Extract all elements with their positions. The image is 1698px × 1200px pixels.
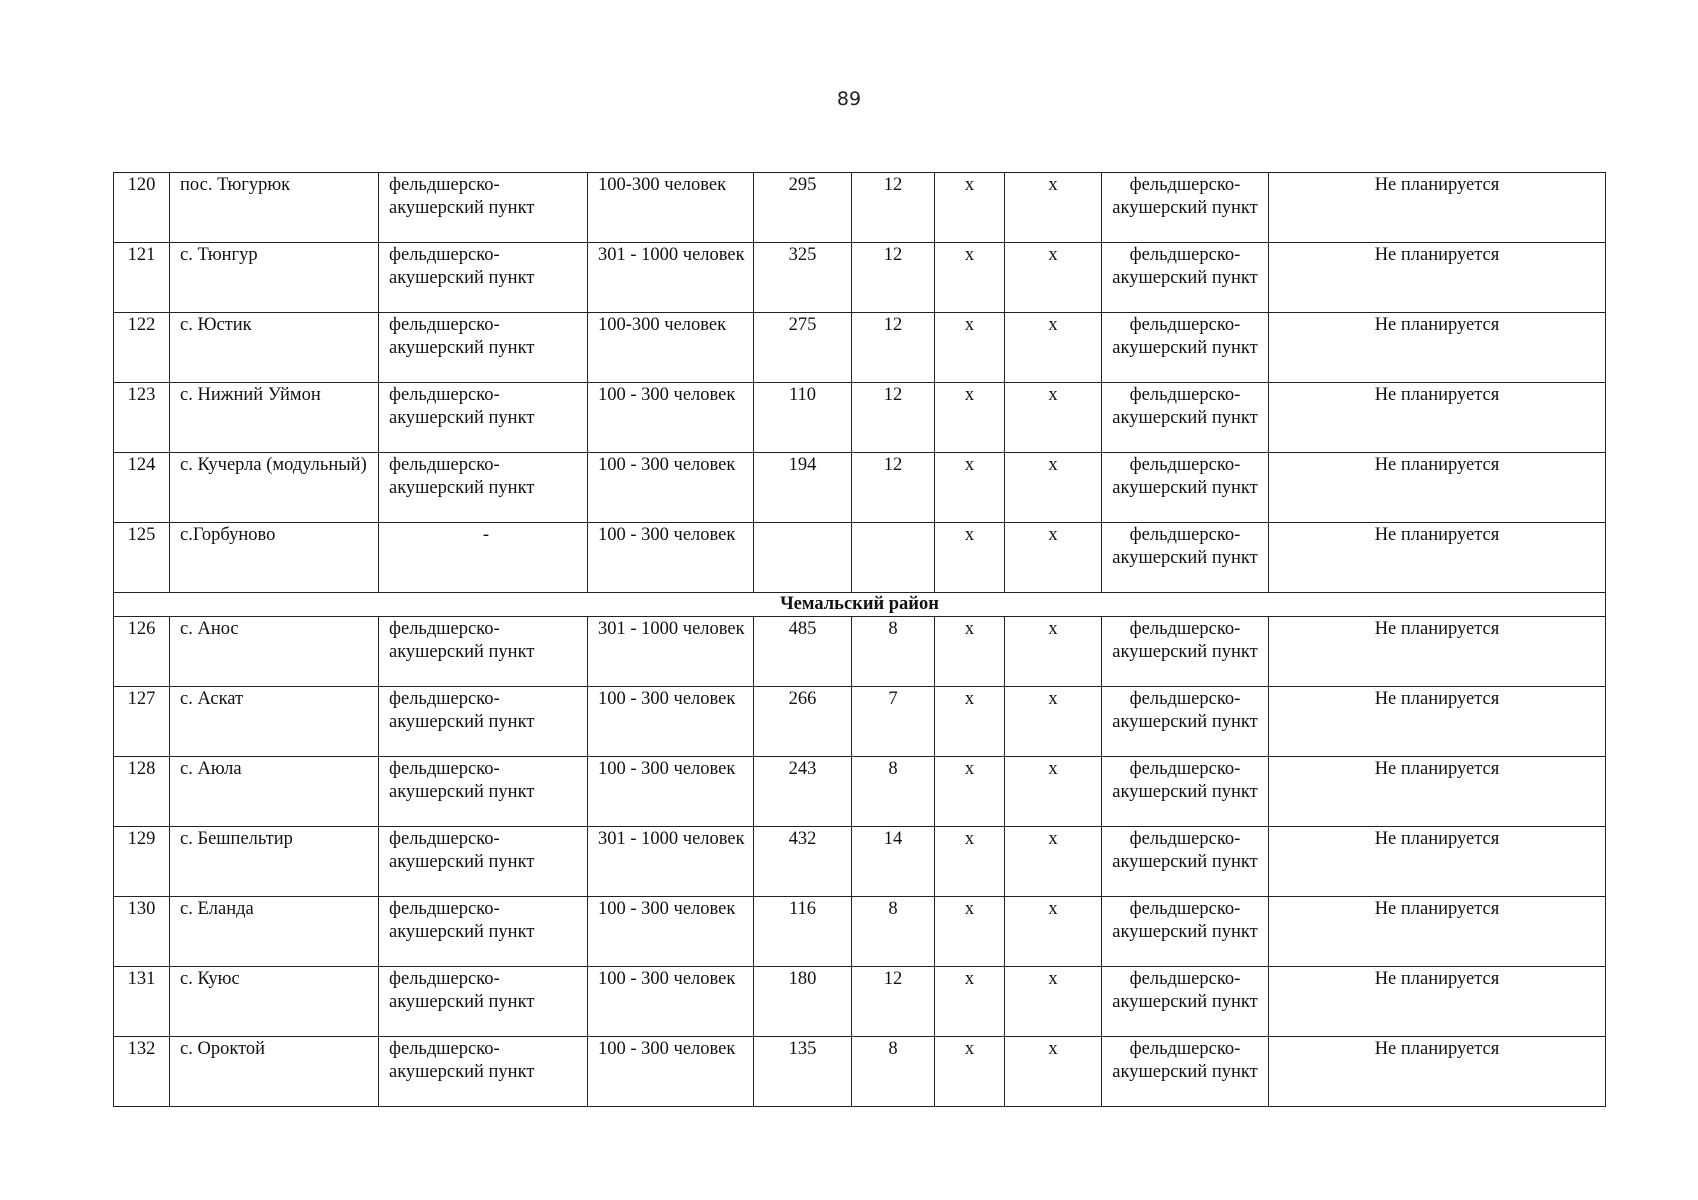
mark-2-cell: х — [1005, 383, 1102, 453]
plan-cell: Не планируется — [1269, 313, 1606, 383]
population-cell: 100 - 300 человек — [588, 383, 754, 453]
facility-cell: фельдшерско-акушерский пункт — [1102, 897, 1269, 967]
settlement-cell: с. Аюла — [170, 757, 379, 827]
plan-cell: Не планируется — [1269, 1037, 1606, 1107]
facility-type-cell: фельдшерско-акушерский пункт — [379, 967, 588, 1037]
facility-type-cell: фельдшерско-акушерский пункт — [379, 897, 588, 967]
value-2-cell: 8 — [852, 1037, 935, 1107]
plan-cell: Не планируется — [1269, 967, 1606, 1037]
row-number-cell: 131 — [114, 967, 170, 1037]
page-number: 89 — [836, 88, 862, 110]
mark-1-cell: х — [935, 243, 1005, 313]
facility-type-cell: фельдшерско-акушерский пункт — [379, 453, 588, 523]
mark-2-cell: х — [1005, 173, 1102, 243]
settlement-cell: с. Тюнгур — [170, 243, 379, 313]
value-1-cell: 275 — [754, 313, 852, 383]
population-cell: 100 - 300 человек — [588, 523, 754, 593]
settlement-cell: с. Анос — [170, 617, 379, 687]
facility-type-cell: фельдшерско-акушерский пункт — [379, 383, 588, 453]
mark-1-cell: х — [935, 453, 1005, 523]
row-number-cell: 128 — [114, 757, 170, 827]
settlement-cell: с. Ороктой — [170, 1037, 379, 1107]
value-2-cell: 12 — [852, 243, 935, 313]
settlement-cell: с. Куюс — [170, 967, 379, 1037]
plan-cell: Не планируется — [1269, 897, 1606, 967]
settlement-cell: с. Бешпельтир — [170, 827, 379, 897]
row-number-cell: 123 — [114, 383, 170, 453]
value-2-cell: 12 — [852, 453, 935, 523]
value-2-cell: 8 — [852, 757, 935, 827]
population-cell: 100 - 300 человек — [588, 967, 754, 1037]
facility-cell: фельдшерско-акушерский пункт — [1102, 523, 1269, 593]
facility-type-cell: фельдшерско-акушерский пункт — [379, 757, 588, 827]
mark-1-cell: х — [935, 687, 1005, 757]
mark-2-cell: х — [1005, 897, 1102, 967]
mark-2-cell: х — [1005, 757, 1102, 827]
value-1-cell: 266 — [754, 687, 852, 757]
table-row — [114, 383, 1606, 453]
table-row — [114, 523, 1606, 593]
row-number-cell: 127 — [114, 687, 170, 757]
value-1-cell: 432 — [754, 827, 852, 897]
mark-1-cell: х — [935, 617, 1005, 687]
facilities-table — [113, 172, 1606, 1107]
table-row — [114, 1037, 1606, 1107]
plan-cell: Не планируется — [1269, 523, 1606, 593]
mark-1-cell: х — [935, 313, 1005, 383]
table-row — [114, 967, 1606, 1037]
facility-cell: фельдшерско-акушерский пункт — [1102, 313, 1269, 383]
population-cell: 100 - 300 человек — [588, 757, 754, 827]
facility-cell: фельдшерско-акушерский пункт — [1102, 173, 1269, 243]
mark-2-cell: х — [1005, 243, 1102, 313]
settlement-cell: с. Кучерла (модульный) — [170, 453, 379, 523]
row-number-cell: 121 — [114, 243, 170, 313]
population-cell: 100 - 300 человек — [588, 1037, 754, 1107]
mark-2-cell: х — [1005, 523, 1102, 593]
facility-type-cell: фельдшерско-акушерский пункт — [379, 313, 588, 383]
value-1-cell: 295 — [754, 173, 852, 243]
mark-2-cell: х — [1005, 827, 1102, 897]
settlement-cell: с. Юстик — [170, 313, 379, 383]
facility-cell: фельдшерско-акушерский пункт — [1102, 243, 1269, 313]
mark-1-cell: х — [935, 1037, 1005, 1107]
mark-1-cell: х — [935, 897, 1005, 967]
row-number-cell: 129 — [114, 827, 170, 897]
row-number-cell: 122 — [114, 313, 170, 383]
facility-cell: фельдшерско-акушерский пункт — [1102, 967, 1269, 1037]
settlement-cell: пос. Тюгурюк — [170, 173, 379, 243]
settlement-cell: с. Еланда — [170, 897, 379, 967]
value-2-cell: 8 — [852, 617, 935, 687]
facility-cell: фельдшерско-акушерский пункт — [1102, 383, 1269, 453]
facility-cell: фельдшерско-акушерский пункт — [1102, 453, 1269, 523]
population-cell: 100-300 человек — [588, 313, 754, 383]
facility-cell: фельдшерско-акушерский пункт — [1102, 687, 1269, 757]
value-1-cell: 194 — [754, 453, 852, 523]
mark-1-cell: х — [935, 383, 1005, 453]
value-1-cell: 116 — [754, 897, 852, 967]
value-2-cell: 12 — [852, 967, 935, 1037]
value-1-cell: 485 — [754, 617, 852, 687]
value-2-cell — [852, 523, 935, 593]
population-cell: 100-300 человек — [588, 173, 754, 243]
value-1-cell: 325 — [754, 243, 852, 313]
value-2-cell: 8 — [852, 897, 935, 967]
facility-type-cell: фельдшерско-акушерский пункт — [379, 687, 588, 757]
plan-cell: Не планируется — [1269, 757, 1606, 827]
value-2-cell: 12 — [852, 173, 935, 243]
value-1-cell: 110 — [754, 383, 852, 453]
table-row — [114, 757, 1606, 827]
mark-2-cell: х — [1005, 687, 1102, 757]
facility-type-cell: - — [379, 523, 588, 593]
plan-cell: Не планируется — [1269, 827, 1606, 897]
value-2-cell: 7 — [852, 687, 935, 757]
value-2-cell: 14 — [852, 827, 935, 897]
population-cell: 100 - 300 человек — [588, 897, 754, 967]
table-body-a — [114, 173, 1606, 593]
mark-2-cell: х — [1005, 453, 1102, 523]
settlement-cell: с.Горбуново — [170, 523, 379, 593]
facility-cell: фельдшерско-акушерский пункт — [1102, 757, 1269, 827]
population-cell: 301 - 1000 человек — [588, 827, 754, 897]
value-1-cell: 180 — [754, 967, 852, 1037]
value-2-cell: 12 — [852, 313, 935, 383]
value-1-cell: 135 — [754, 1037, 852, 1107]
section-header-row — [114, 593, 1606, 617]
mark-2-cell: х — [1005, 1037, 1102, 1107]
table-row — [114, 313, 1606, 383]
facility-type-cell: фельдшерско-акушерский пункт — [379, 827, 588, 897]
row-number-cell: 125 — [114, 523, 170, 593]
table-row — [114, 827, 1606, 897]
population-cell: 100 - 300 человек — [588, 453, 754, 523]
section-title: Чемальский район — [114, 593, 1606, 617]
plan-cell: Не планируется — [1269, 617, 1606, 687]
plan-cell: Не планируется — [1269, 687, 1606, 757]
facility-type-cell: фельдшерско-акушерский пункт — [379, 1037, 588, 1107]
mark-1-cell: х — [935, 757, 1005, 827]
settlement-cell: с. Нижний Уймон — [170, 383, 379, 453]
facility-type-cell: фельдшерско-акушерский пункт — [379, 617, 588, 687]
value-1-cell: 243 — [754, 757, 852, 827]
table-row — [114, 617, 1606, 687]
population-cell: 301 - 1000 человек — [588, 617, 754, 687]
table-row — [114, 243, 1606, 313]
row-number-cell: 126 — [114, 617, 170, 687]
mark-1-cell: х — [935, 967, 1005, 1037]
mark-2-cell: х — [1005, 617, 1102, 687]
facility-type-cell: фельдшерско-акушерский пункт — [379, 173, 588, 243]
plan-cell: Не планируется — [1269, 453, 1606, 523]
section-body — [114, 593, 1606, 617]
value-1-cell — [754, 523, 852, 593]
population-cell: 100 - 300 человек — [588, 687, 754, 757]
row-number-cell: 132 — [114, 1037, 170, 1107]
settlement-cell: с. Аскат — [170, 687, 379, 757]
facility-cell: фельдшерско-акушерский пункт — [1102, 827, 1269, 897]
value-2-cell: 12 — [852, 383, 935, 453]
row-number-cell: 130 — [114, 897, 170, 967]
plan-cell: Не планируется — [1269, 383, 1606, 453]
row-number-cell: 124 — [114, 453, 170, 523]
table-body-b — [114, 617, 1606, 1107]
facility-cell: фельдшерско-акушерский пункт — [1102, 617, 1269, 687]
table-row — [114, 453, 1606, 523]
plan-cell: Не планируется — [1269, 243, 1606, 313]
table-row — [114, 687, 1606, 757]
mark-2-cell: х — [1005, 313, 1102, 383]
mark-1-cell: х — [935, 173, 1005, 243]
mark-1-cell: х — [935, 523, 1005, 593]
table-row — [114, 897, 1606, 967]
mark-1-cell: х — [935, 827, 1005, 897]
population-cell: 301 - 1000 человек — [588, 243, 754, 313]
facility-type-cell: фельдшерско-акушерский пункт — [379, 243, 588, 313]
mark-2-cell: х — [1005, 967, 1102, 1037]
row-number-cell: 120 — [114, 173, 170, 243]
facility-cell: фельдшерско-акушерский пункт — [1102, 1037, 1269, 1107]
table-row — [114, 173, 1606, 243]
plan-cell: Не планируется — [1269, 173, 1606, 243]
